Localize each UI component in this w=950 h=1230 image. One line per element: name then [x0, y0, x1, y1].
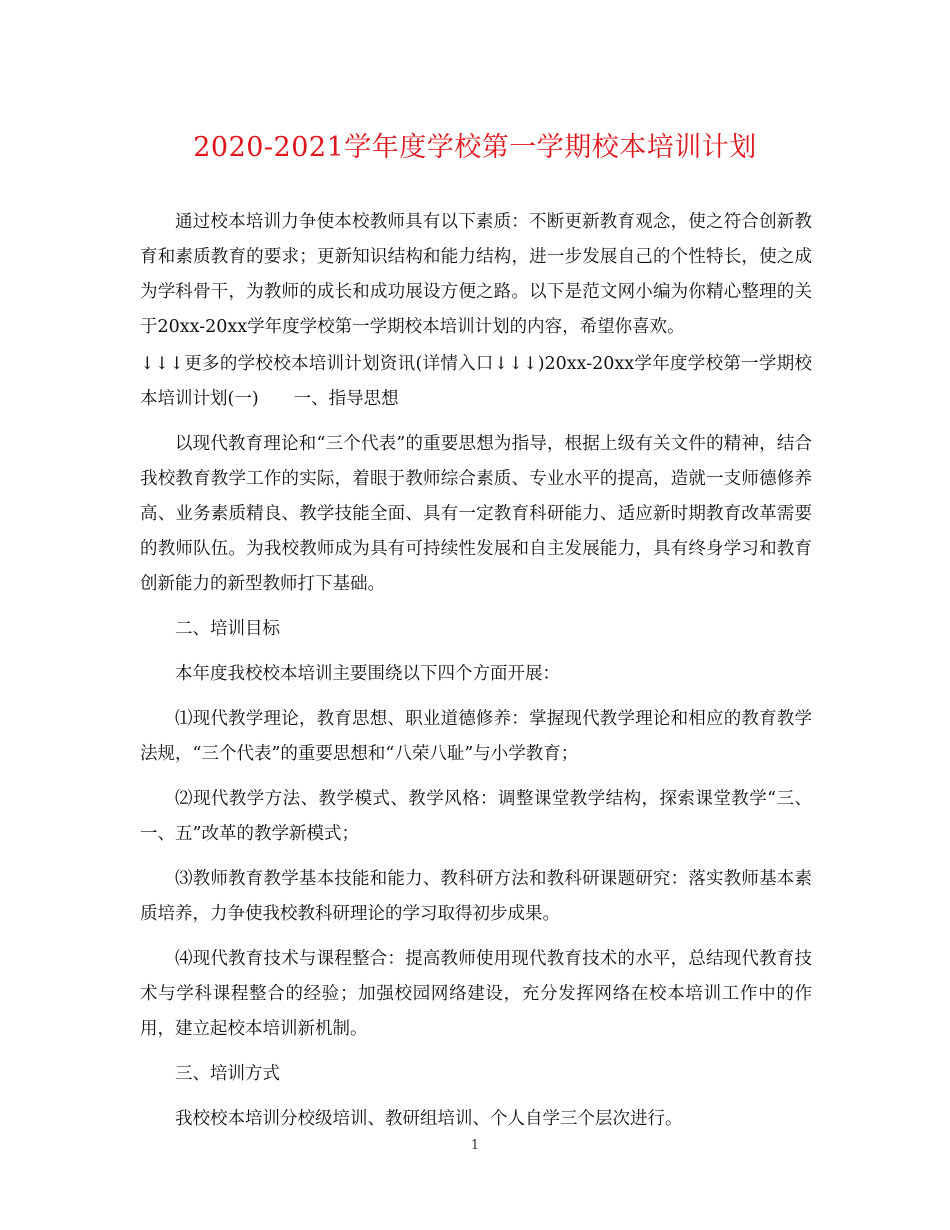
section-heading-methods: 三、培训方式	[175, 1064, 280, 1084]
goal-item-1: ⑴现代教学理论，教育思想、职业道德修养：掌握现代教学理论和相应的教育教学法规，“三个代表”的重要思想和“八荣八耻”与小学教育；	[140, 709, 812, 764]
document-body	[140, 205, 812, 1137]
intro-paragraph: 通过校本培训力争使本校教师具有以下素质：不断更新教育观念，使之符合创新教育和素质教育的要求；更新知识结构和能力结构，进一步发展自己的个性特长，使之成为学科骨干，为教师的成长和成功展设方便之路。以下是范文网小编为你精心整理的关于20xx-20xx学年度学校第一学期校本培训计划的内容，希望你喜欢。	[140, 212, 812, 337]
document-title: 2020-2021学年度学校第一学期校本培训计划	[193, 132, 757, 163]
section-heading-goals: 二、培训目标	[175, 619, 280, 639]
goal-item-2: ⑵现代教学方法、教学模式、教学风格：调整课堂教学结构，探索课堂教学“三、一、五”改革的教学新模式；	[140, 789, 812, 844]
goals-intro-paragraph: 本年度我校校本培训主要围绕以下四个方面开展：	[175, 664, 560, 684]
methods-paragraph: 我校校本培训分校级培训、教研组培训、个人自学三个层次进行。	[175, 1109, 683, 1129]
more-info-line: ↓↓↓更多的学校校本培训计划资讯(详情入口↓↓↓)20xx-20xx学年度学校第一学期校本培训计划(一) 一、指导思想	[140, 354, 812, 409]
goal-item-3: ⑶教师教育教学基本技能和能力、教科研方法和教科研课题研究：落实教师基本素质培养，力争使我校教科研理论的学习取得初步成果。	[140, 869, 812, 924]
page-number: 1	[470, 1138, 480, 1153]
goal-item-4: ⑷现代教育技术与课程整合：提高教师使用现代教育技术的水平，总结现代教育技术与学科课程整合的经验；加强校园网络建设，充分发挥网络在校本培训工作中的作用，建立起校本培训新机制。	[140, 949, 812, 1039]
guiding-thought-paragraph: 以现代教育理论和“三个代表”的重要思想为指导，根据上级有关文件的精神，结合我校教育教学工作的实际，着眼于教师综合素质、专业水平的提高，造就一支师德修养高、业务素质精良、教学技能全面、具有一定教育科研能力、适应新时期教育改革需要的教师队伍。为我校教师成为具有可持续性发展和自主发展能力，具有终身学习和教育创新能力的新型教师打下基础。	[140, 434, 812, 594]
